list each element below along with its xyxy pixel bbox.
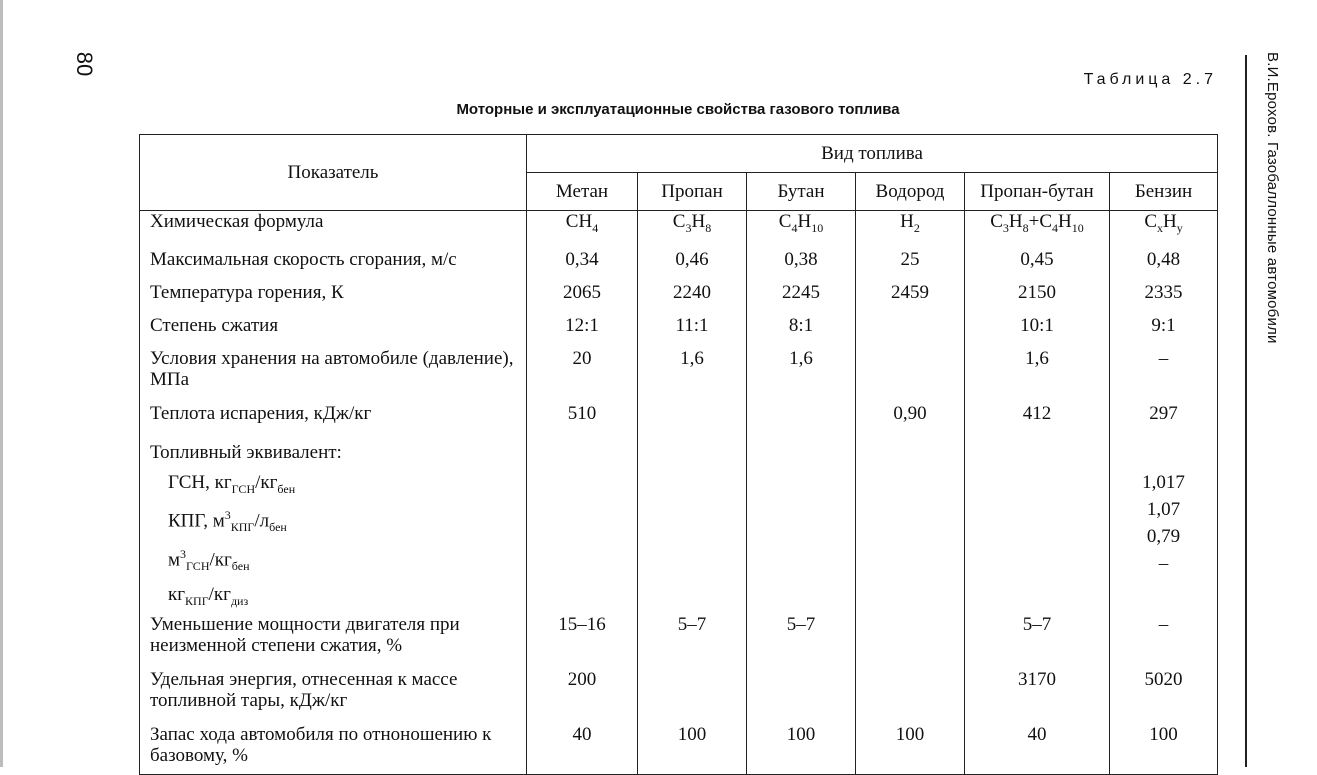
table-cell (638, 669, 747, 724)
formula-cell: $C_3H_8$ (638, 211, 747, 249)
header-fuel-type: Вид топлива (527, 135, 1218, 173)
row-label: Запас хода автомобиля по отноношению к базовому, % (140, 724, 527, 774)
table-row (140, 211, 1218, 249)
table-cell: 1,07 (1146, 498, 1181, 520)
row-label: Условия хранения на автомобиле (давление), МПа (140, 348, 527, 403)
table-cell: 1,6 (747, 348, 856, 403)
header-indicator: Показатель (140, 135, 527, 211)
equivalent-block (140, 436, 527, 615)
table-cell (747, 669, 856, 724)
table-cell (638, 436, 747, 615)
table-cell (965, 436, 1110, 615)
table-row (140, 403, 1218, 436)
column-header: Пропан (638, 173, 747, 211)
table-cell: 100 (747, 724, 856, 774)
right-margin-rule (1245, 55, 1247, 767)
table-cell: 2335 (1110, 282, 1218, 315)
equivalent-title: Топливный эквивалент: (150, 441, 342, 463)
formula-cell: $C_4H_{10}$ (747, 211, 856, 249)
table-cell: 0,79 (1146, 525, 1181, 547)
table-cell: 100 (856, 724, 965, 774)
table-cell (527, 436, 638, 615)
table-cell: 5–7 (638, 614, 747, 669)
table-cell: 1,6 (965, 348, 1110, 403)
row-label: Температура горения, К (140, 282, 527, 315)
table-cell: 10:1 (965, 315, 1110, 348)
column-header: Пропан-бутан (965, 173, 1110, 211)
page-number: 80 (72, 51, 97, 77)
table-number: Таблица 2.7 (1083, 71, 1217, 88)
column-header: Водород (856, 173, 965, 211)
table-cell: 40 (527, 724, 638, 774)
table-cell: 2245 (747, 282, 856, 315)
table-cell (856, 315, 965, 348)
table-cell (856, 614, 965, 669)
table-cell: 8:1 (747, 315, 856, 348)
table-caption: Моторные и эксплуатационные свойства газового топлива (456, 101, 900, 118)
table-cell (747, 436, 856, 615)
column-header: Бутан (747, 173, 856, 211)
table-row (140, 614, 1218, 669)
table-cell: 5–7 (965, 614, 1110, 669)
table-row (140, 348, 1218, 403)
table-cell: – (1110, 348, 1218, 403)
table-row (140, 282, 1218, 315)
left-page-edge (0, 0, 3, 767)
table-cell: 2150 (965, 282, 1110, 315)
equivalent-item-label: КПГ, $м^3_{КПГ}/л_{бен}$ (168, 508, 287, 535)
formula-cell: $H_2$ (856, 211, 965, 249)
column-header: Метан (527, 173, 638, 211)
fuel-properties-table (139, 134, 1218, 775)
formula-cell: $C_xH_y$ (1110, 211, 1218, 249)
table-cell: 1,6 (638, 348, 747, 403)
table-cell (856, 348, 965, 403)
table-cell: 25 (856, 249, 965, 282)
equivalent-item-label: ГСН, $кг_{ГСН}/кг_{бен}$ (168, 471, 296, 496)
equivalent-values (1110, 436, 1218, 615)
row-label: Удельная энергия, отнесенная к массе топливной тары, кДж/кг (140, 669, 527, 724)
table-cell: 0,45 (965, 249, 1110, 282)
table-cell: – (1158, 552, 1169, 574)
table-cell: 0,38 (747, 249, 856, 282)
table-cell: 15–16 (527, 614, 638, 669)
table-cell: 100 (1110, 724, 1218, 774)
table-cell: 2240 (638, 282, 747, 315)
row-label: Максимальная скорость сгорания, м/с (140, 249, 527, 282)
table-row (140, 315, 1218, 348)
table-cell: 12:1 (527, 315, 638, 348)
table-cell (856, 436, 965, 615)
table-cell: 0,48 (1110, 249, 1218, 282)
row-label: Степень сжатия (140, 315, 527, 348)
row-label: Теплота испарения, кДж/кг (140, 403, 527, 436)
table-row (140, 669, 1218, 724)
table-cell: 5–7 (747, 614, 856, 669)
column-header: Бензин (1110, 173, 1218, 211)
table-cell: 2459 (856, 282, 965, 315)
table-cell: 9:1 (1110, 315, 1218, 348)
formula-cell: $C_3H_8+C_4H_{10}$ (965, 211, 1110, 249)
table-cell (638, 403, 747, 436)
table-cell: 40 (965, 724, 1110, 774)
table-cell: 510 (527, 403, 638, 436)
table-row (140, 436, 1218, 615)
equivalent-item-label: $м^3_{ГСН}/кг_{бен}$ (168, 547, 250, 574)
table-cell: 3170 (965, 669, 1110, 724)
table-cell: 0,34 (527, 249, 638, 282)
table-cell: 100 (638, 724, 747, 774)
table-cell (747, 403, 856, 436)
row-label: Химическая формула (140, 211, 527, 249)
table-cell: – (1110, 614, 1218, 669)
table-cell: 0,46 (638, 249, 747, 282)
table-cell: 1,017 (1142, 471, 1185, 493)
table-cell: 5020 (1110, 669, 1218, 724)
table-cell: 297 (1110, 403, 1218, 436)
table-cell: 0,90 (856, 403, 965, 436)
formula-cell: $CH_4$ (527, 211, 638, 249)
equivalent-item-label: $кг_{КПГ}/кг_{диз}$ (168, 583, 249, 608)
table-cell: 20 (527, 348, 638, 403)
table-row (140, 249, 1218, 282)
table-cell (856, 669, 965, 724)
running-head: В.И.Ерохов. Газобаллонные автомобили (1264, 52, 1281, 344)
table-cell: 200 (527, 669, 638, 724)
table-cell: 11:1 (638, 315, 747, 348)
table-cell: 412 (965, 403, 1110, 436)
row-label: Уменьшение мощности двигателя при неизменной степени сжатия, % (140, 614, 527, 669)
table-cell: 2065 (527, 282, 638, 315)
